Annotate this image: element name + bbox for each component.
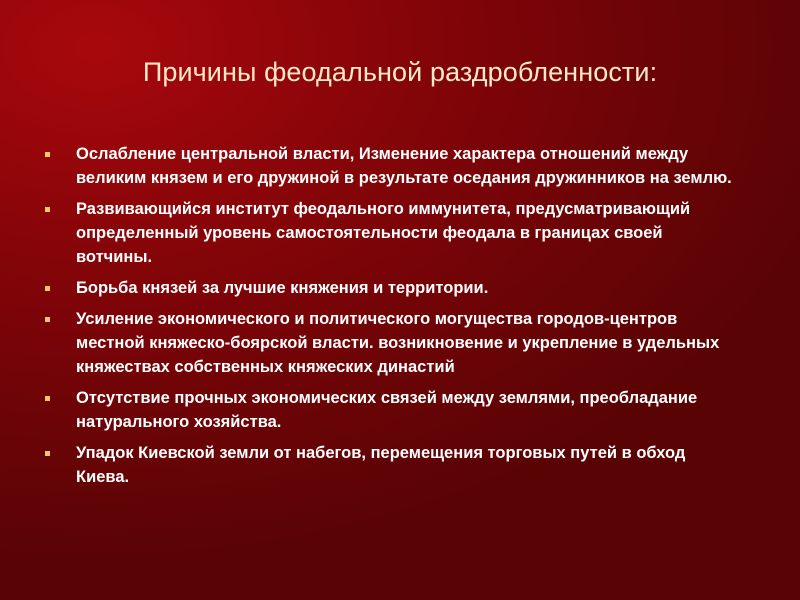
bullet-item-1 [42,142,742,190]
square-bullet-icon [45,317,50,322]
bullet-text: Упадок Киевской земли от набегов, перемещения торговых путей в обход Киева. [76,444,686,486]
square-bullet-icon [45,451,50,456]
square-bullet-icon [45,396,50,401]
bullet-item-4 [42,307,742,379]
bullet-text: Развивающийся институт феодального иммунитета, предусматривающий определенный уровень самостоятельности феодала в границах своей вотчины. [76,200,691,266]
bullet-item-6 [42,441,742,489]
bullet-text: Усиление экономического и политического могущества городов-центров местной княжеско-боярской власти. возникновение и укрепление в удельных княжествах собственных княжеских династий [76,310,720,376]
bullet-item-2 [42,197,742,269]
square-bullet-icon [45,286,50,291]
bullet-list [42,142,742,496]
slide-title: Причины феодальной раздробленности: [142,57,658,87]
bullet-item-3 [42,276,742,300]
bullet-text: Отсутствие прочных экономических связей между землями, преобладание натурального хозяйства. [76,389,698,431]
bullet-item-5 [42,386,742,434]
bullet-text: Ослабление центральной власти, Изменение характера отношений между великим князем и его дружиной в результате оседания дружинников на землю. [76,145,732,187]
bullet-text: Борьба князей за лучшие княжения и территории. [76,279,489,297]
square-bullet-icon [45,207,50,212]
square-bullet-icon [45,152,50,157]
